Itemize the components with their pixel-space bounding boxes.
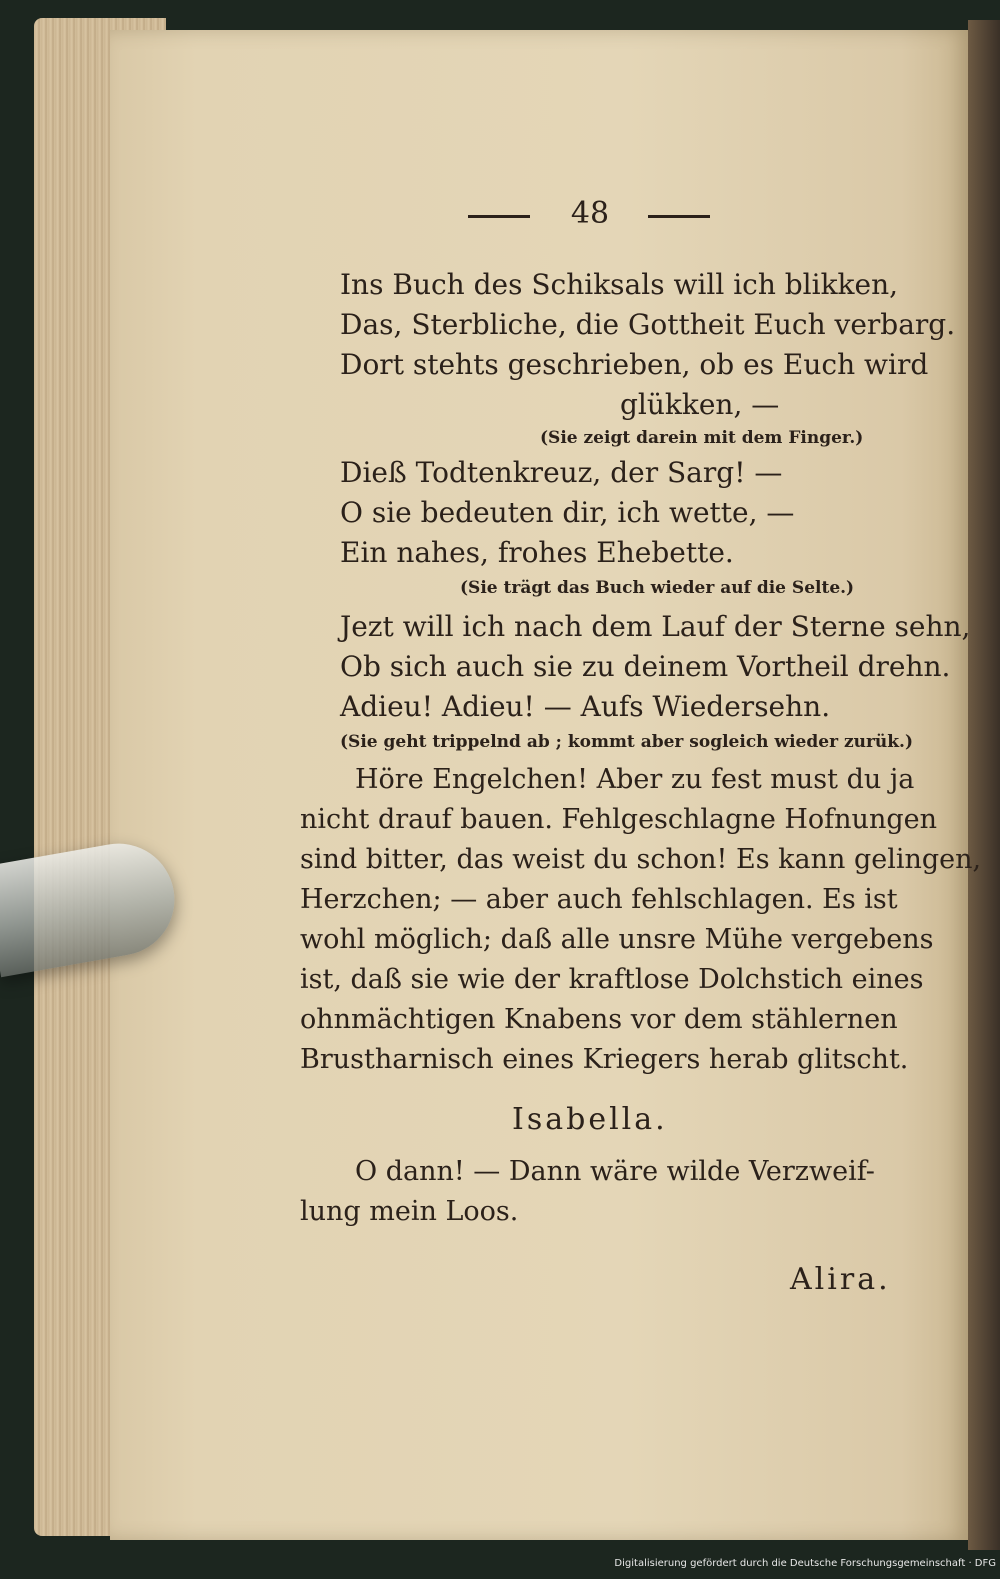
prose-line: O dann! — Dann wäre wilde Verzweif- — [355, 1156, 875, 1187]
book-binding-edge — [968, 20, 1000, 1550]
verse-line: Ein nahes, frohes Ehebette. — [340, 536, 734, 569]
stage-direction: (Sie trägt das Buch wieder auf die Selte.) — [460, 578, 855, 598]
verse-line: Adieu! Adieu! — Aufs Wiedersehn. — [340, 690, 831, 723]
prose-line: wohl möglich; daß alle unsre Mühe vergebens — [300, 924, 934, 955]
prose-line: Brustharnisch eines Kriegers herab glitscht. — [300, 1044, 909, 1075]
page-number-ornament-right — [648, 215, 710, 218]
stage-direction: (Sie geht trippelnd ab ; kommt aber sogleich wieder zurük.) — [340, 732, 914, 752]
stage-direction: (Sie zeigt darein mit dem Finger.) — [540, 428, 864, 448]
verse-line: Ob sich auch sie zu deinem Vortheil drehn. — [340, 650, 951, 683]
prose-line: sind bitter, das weist du schon! Es kann gelingen, — [300, 844, 982, 875]
speaker-name: Isabella. — [512, 1102, 668, 1137]
prose-line: lung mein Loos. — [300, 1196, 519, 1227]
digitization-credit: Digitalisierung gefördert durch die Deutsche Forschungsgemeinschaft · DFG — [614, 1558, 996, 1569]
verse-line: O sie bedeuten dir, ich wette, — — [340, 496, 795, 529]
speaker-name: Alira. — [790, 1262, 891, 1297]
prose-line: Höre Engelchen! Aber zu fest must du ja — [355, 764, 915, 795]
verse-line: glükken, — — [620, 388, 780, 421]
prose-line: ist, daß sie wie der kraftlose Dolchstich eines — [300, 964, 924, 995]
verse-line: Jezt will ich nach dem Lauf der Sterne sehn, — [340, 610, 971, 643]
verse-line: Dort stehts geschrieben, ob es Euch wird — [340, 348, 929, 381]
verse-line: Das, Sterbliche, die Gottheit Euch verbarg. — [340, 308, 956, 341]
page-number: 48 — [570, 196, 610, 231]
prose-line: ohnmächtigen Knabens vor dem stählernen — [300, 1004, 898, 1035]
verse-line: Dieß Todtenkreuz, der Sarg! — — [340, 456, 783, 489]
prose-line: Herzchen; — aber auch fehlschlagen. Es ist — [300, 884, 898, 915]
verse-line: Ins Buch des Schiksals will ich blikken, — [340, 268, 899, 301]
prose-line: nicht drauf bauen. Fehlgeschlagne Hofnungen — [300, 804, 937, 835]
